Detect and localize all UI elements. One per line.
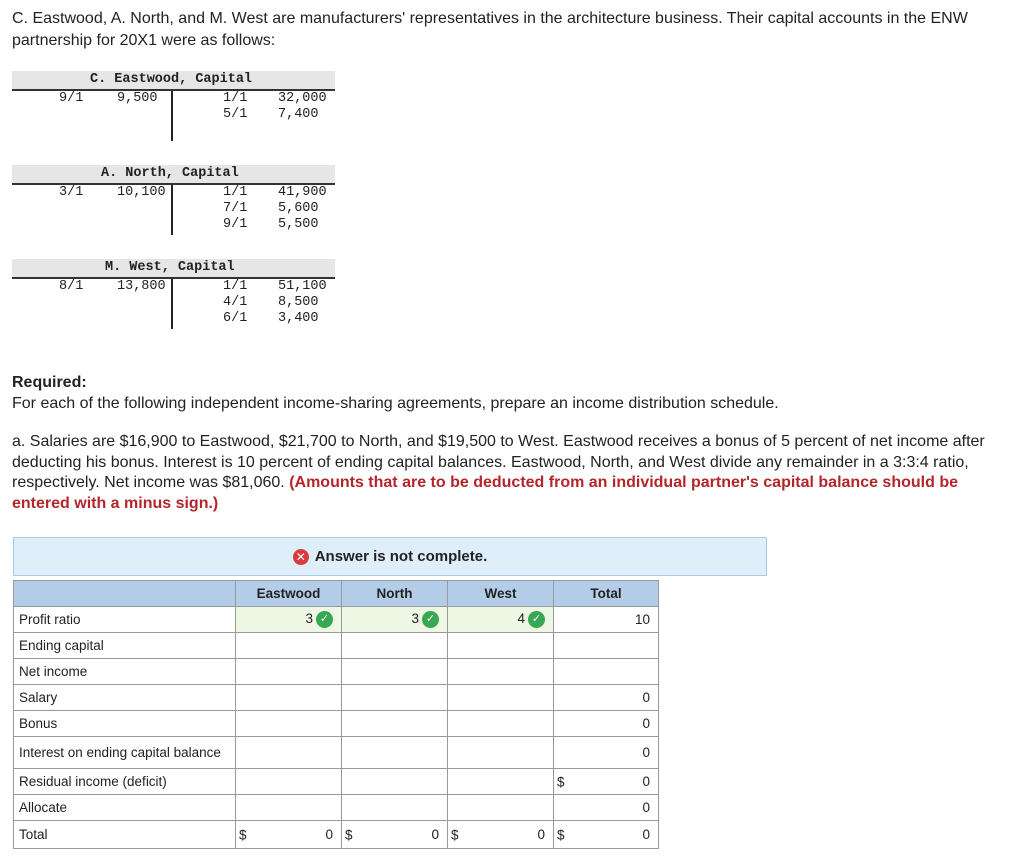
bonus-west-input[interactable] [448, 711, 554, 737]
problem-intro: C. Eastwood, A. North, and M. West are manufacturers' representatives in the architecture business. Their capital accounts in the ENW partnership for 20X1 were as follows: [12, 10, 968, 49]
row-label: Interest on ending capital balance [14, 737, 236, 769]
net-income-total-input[interactable] [554, 659, 659, 685]
allocate-eastwood-input[interactable] [236, 795, 342, 821]
net-income-eastwood [236, 659, 342, 685]
interest-total: 0 [554, 737, 659, 769]
row-label: Allocate [14, 795, 236, 821]
profit-ratio-west[interactable]: 4 ✓ [448, 607, 554, 633]
t-account-west [12, 259, 335, 329]
residual-west [448, 769, 554, 795]
salary-eastwood-input[interactable] [236, 685, 342, 711]
allocate-total: 0 [554, 795, 659, 821]
table-row [14, 711, 659, 737]
required-text: For each of the following independent income-sharing agreements, prepare an income distribution schedule. [12, 395, 779, 412]
t-account-north [12, 165, 335, 235]
bonus-north-input[interactable] [342, 711, 448, 737]
t-account-row: 9/1 5,500 [223, 217, 319, 232]
profit-ratio-eastwood[interactable]: 3 ✓ [236, 607, 342, 633]
total-total: $ 0 [554, 821, 659, 849]
table-row [14, 769, 659, 795]
table-row [14, 685, 659, 711]
allocate-north-input[interactable] [342, 795, 448, 821]
net-income-west [448, 659, 554, 685]
part-a-text: a. Salaries are $16,900 to Eastwood, $21,700 to North, and $19,500 to West. Eastwood receives a bonus of 5 percent of net income after deducting his bonus. Interest is 10 percent of ending capital balances. Eastwood, North, and West divide any remainder in a 3:3:4 ratio, respectively. Net income was $81,060. [12, 433, 985, 491]
interest-eastwood-input[interactable] [236, 737, 342, 769]
incorrect-x-icon: ✕ [293, 549, 309, 565]
header-west: West [448, 581, 554, 607]
income-distribution-table [13, 580, 659, 849]
t-account-row: 5/1 7,400 [223, 107, 319, 122]
table-row [14, 795, 659, 821]
correct-check-icon: ✓ [528, 611, 545, 628]
header-eastwood: Eastwood [236, 581, 342, 607]
bonus-eastwood-input[interactable] [236, 711, 342, 737]
ending-capital-north-input[interactable] [342, 633, 448, 659]
required-section [12, 372, 1012, 414]
t-account-title: M. West, Capital [12, 259, 335, 279]
correct-check-icon: ✓ [316, 611, 333, 628]
allocate-west-input[interactable] [448, 795, 554, 821]
dollar-sign: $ [451, 827, 459, 842]
row-label: Salary [14, 685, 236, 711]
correct-check-icon: ✓ [422, 611, 439, 628]
total-west: $ 0 [448, 821, 554, 849]
t-account-row: 8/1 13,800 1/1 51,100 [59, 279, 327, 294]
dollar-sign: $ [557, 774, 565, 789]
t-account-row: 3/1 10,100 1/1 41,900 [59, 185, 327, 200]
interest-west-input[interactable] [448, 737, 554, 769]
part-a-note: (Amounts that are to be deducted from an individual partner's capital balance should be entered with a minus sign.) [12, 474, 958, 512]
dollar-sign: $ [239, 827, 247, 842]
t-account-title: C. Eastwood, Capital [12, 71, 335, 91]
t-account-row: 6/1 3,400 [223, 311, 319, 326]
ending-capital-eastwood-input[interactable] [236, 633, 342, 659]
salary-total: 0 [554, 685, 659, 711]
row-label: Total [14, 821, 236, 849]
header-total: Total [554, 581, 659, 607]
table-row [14, 737, 659, 769]
ending-capital-west-input[interactable] [448, 633, 554, 659]
dollar-sign: $ [557, 827, 565, 842]
profit-ratio-north[interactable]: 3 ✓ [342, 607, 448, 633]
t-account-eastwood [12, 71, 335, 141]
table-row [14, 821, 659, 849]
total-eastwood: $ 0 [236, 821, 342, 849]
row-label: Profit ratio [14, 607, 236, 633]
row-label: Residual income (deficit) [14, 769, 236, 795]
total-north: $ 0 [342, 821, 448, 849]
t-account-row: 4/1 8,500 [223, 295, 319, 310]
residual-total: $ 0 [554, 769, 659, 795]
ending-capital-total [554, 633, 659, 659]
table-row [14, 659, 659, 685]
answer-status-banner [13, 537, 767, 576]
part-a-instructions [12, 432, 1012, 514]
t-account-row: 7/1 5,600 [223, 201, 319, 216]
bonus-total: 0 [554, 711, 659, 737]
header-north: North [342, 581, 448, 607]
t-account-row: 9/1 9,500 1/1 32,000 [59, 91, 327, 106]
row-label: Bonus [14, 711, 236, 737]
required-title: Required: [12, 374, 87, 391]
table-row [14, 633, 659, 659]
salary-north-input[interactable] [342, 685, 448, 711]
interest-north-input[interactable] [342, 737, 448, 769]
row-label: Ending capital [14, 633, 236, 659]
header-blank [14, 581, 236, 607]
t-account-title: A. North, Capital [12, 165, 335, 185]
answer-status-text: Answer is not complete. [314, 548, 488, 565]
residual-north [342, 769, 448, 795]
row-label: Net income [14, 659, 236, 685]
dollar-sign: $ [345, 827, 353, 842]
table-row [14, 607, 659, 633]
net-income-north [342, 659, 448, 685]
profit-ratio-total: 10 [554, 607, 659, 633]
table-header-row [14, 581, 659, 607]
residual-eastwood [236, 769, 342, 795]
salary-west-input[interactable] [448, 685, 554, 711]
